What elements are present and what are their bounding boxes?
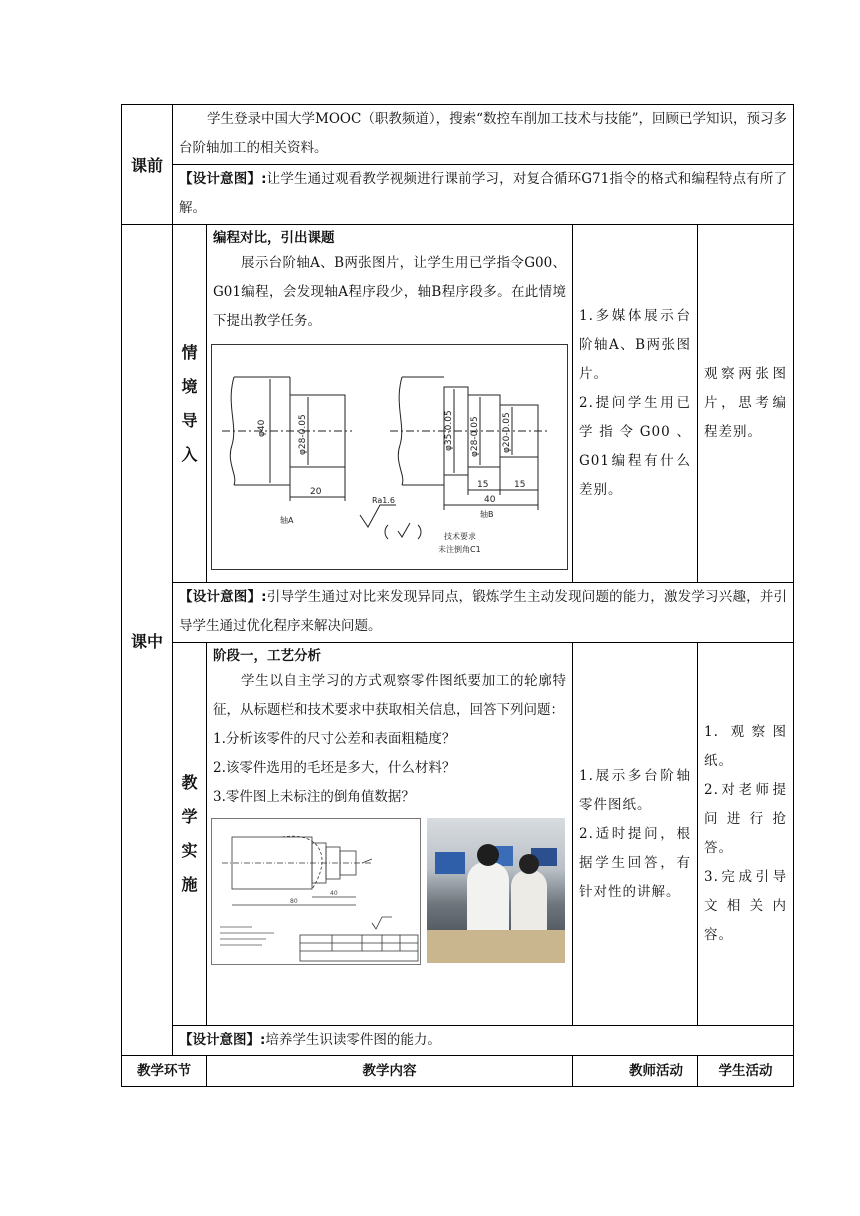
stage-pre-class: 课前 <box>122 105 173 225</box>
dim-b-l1: 15 <box>477 480 489 490</box>
dim-a-d2: φ28-0.05 <box>298 414 308 455</box>
sub-stage-char: 实 <box>181 841 198 860</box>
implementation-body: 学生以自主学习的方式观察零件图纸要加工的轮廓特征，从标题栏和技术要求中获取相关信息，回答下列问题： <box>213 673 566 718</box>
sub-stage-implementation <box>173 643 207 1026</box>
dim-b-d3: φ20-0.05 <box>502 412 512 453</box>
design-intent-label: 【设计意图】: <box>179 171 267 187</box>
question-item: 2.该零件选用的毛坯是多大，什么材料？ <box>213 760 456 776</box>
classroom-photo <box>427 818 565 963</box>
header-teaching-content: 教学内容 <box>207 1056 573 1087</box>
intro-teacher-activity: 1.多媒体展示台阶轴A、B两张图片。 2.提问学生用已学指令G00、G01编程有什么差别。 <box>579 308 691 498</box>
implementation-title: 阶段一，工艺分析 <box>213 648 321 664</box>
design-intent-text: 引导学生通过对比来发现异同点，锻炼学生主动发现问题的能力，激发学习兴趣，并引导学生通过优化程序来解决问题。 <box>179 589 788 634</box>
implementation-content-cell <box>207 643 573 1026</box>
intro-teacher-cell <box>573 225 698 583</box>
intro-student-activity: 观察两张图片，思考编程差别。 <box>704 366 788 440</box>
sub-stage-char: 入 <box>181 444 198 464</box>
implementation-figures <box>211 818 568 965</box>
drawing-dim-80: 80 <box>290 898 298 905</box>
sub-stage-char: 学 <box>181 807 198 826</box>
dim-b-l2: 15 <box>514 480 526 490</box>
pre-class-content-cell <box>173 105 794 165</box>
implementation-teacher-activity: 1.展示多台阶轴零件图纸。 2.适时提问，根据学生回答，有针对性的讲解。 <box>579 767 691 900</box>
design-intent-text: 让学生通过观看教学视频进行课前学习，对复合循环G71指令的格式和编程特点有所了解。 <box>179 171 788 216</box>
dim-b-l3: 40 <box>484 495 496 505</box>
dim-b-d1: φ35-0.05 <box>444 410 454 451</box>
intro-title: 编程对比，引出课题 <box>213 230 335 246</box>
pre-class-design-cell <box>173 165 794 225</box>
sub-stage-char: 施 <box>181 875 198 894</box>
tech-req-title: 技术要求 <box>444 532 476 541</box>
intro-design-cell <box>173 583 794 643</box>
header-teaching-stage: 教学环节 <box>122 1056 207 1087</box>
design-intent-label: 【设计意图】: <box>179 589 267 605</box>
design-intent-text: 培养学生识读零件图的能力。 <box>265 1032 441 1048</box>
implementation-design-cell <box>173 1026 794 1056</box>
intro-body: 展示台阶轴A、B两张图片，让学生用已学指令G00、G01编程，会发现轴A程序段少，轴B程序段多。在此情境下提出教学任务。 <box>213 255 566 329</box>
implementation-teacher-cell <box>573 643 698 1026</box>
question-item: 1.分析该零件的尺寸公差和表面粗糙度？ <box>213 731 456 747</box>
label-shaft-b: 轴B <box>480 510 494 519</box>
sub-stage-char: 境 <box>181 376 198 396</box>
sub-stage-char: 情 <box>181 342 198 362</box>
pre-class-design-intent <box>179 165 787 223</box>
label-shaft-a: 轴A <box>280 516 294 525</box>
implementation-design-intent <box>179 1026 787 1055</box>
header-teacher-activity: 教师活动 <box>573 1056 698 1087</box>
header-student-activity: 学生活动 <box>698 1056 794 1087</box>
dim-b-d2: φ28-0.05 <box>470 416 480 457</box>
sub-stage-char: 教 <box>181 773 198 792</box>
question-item: 3.零件图上未标注的倒角值数据？ <box>213 789 415 805</box>
implementation-student-activity: 1. 观察图纸。 2.对老师提问进行抢答。 3.完成引导文相关内容。 <box>704 724 788 943</box>
stage-in-class: 课中 <box>122 225 173 1056</box>
sub-stage-situation-intro <box>173 225 207 583</box>
sub-stage-char: 导 <box>181 410 198 430</box>
implementation-student-cell <box>698 643 794 1026</box>
lesson-plan-table <box>121 104 794 1087</box>
pre-class-content: 学生登录中国大学MOOC（职教频道），搜索“数控车削加工技术与技能”，回顾已学知识，预习多台阶轴加工的相关资料。 <box>179 111 788 156</box>
tech-req-note: 未注倒角C1 <box>438 545 481 554</box>
intro-content-cell <box>207 225 573 583</box>
part-drawing <box>211 818 421 965</box>
intro-design-intent <box>179 583 787 641</box>
drawing-dim-40: 40 <box>330 890 338 897</box>
dim-a-d1: φ40 <box>257 419 267 437</box>
design-intent-label: 【设计意图】: <box>179 1032 266 1048</box>
intro-student-cell <box>698 225 794 583</box>
shaft-drawing <box>212 345 570 569</box>
roughness-label: Ra1.6 <box>372 496 396 505</box>
dim-a-len: 20 <box>310 487 322 497</box>
shaft-comparison-figure <box>211 344 568 570</box>
